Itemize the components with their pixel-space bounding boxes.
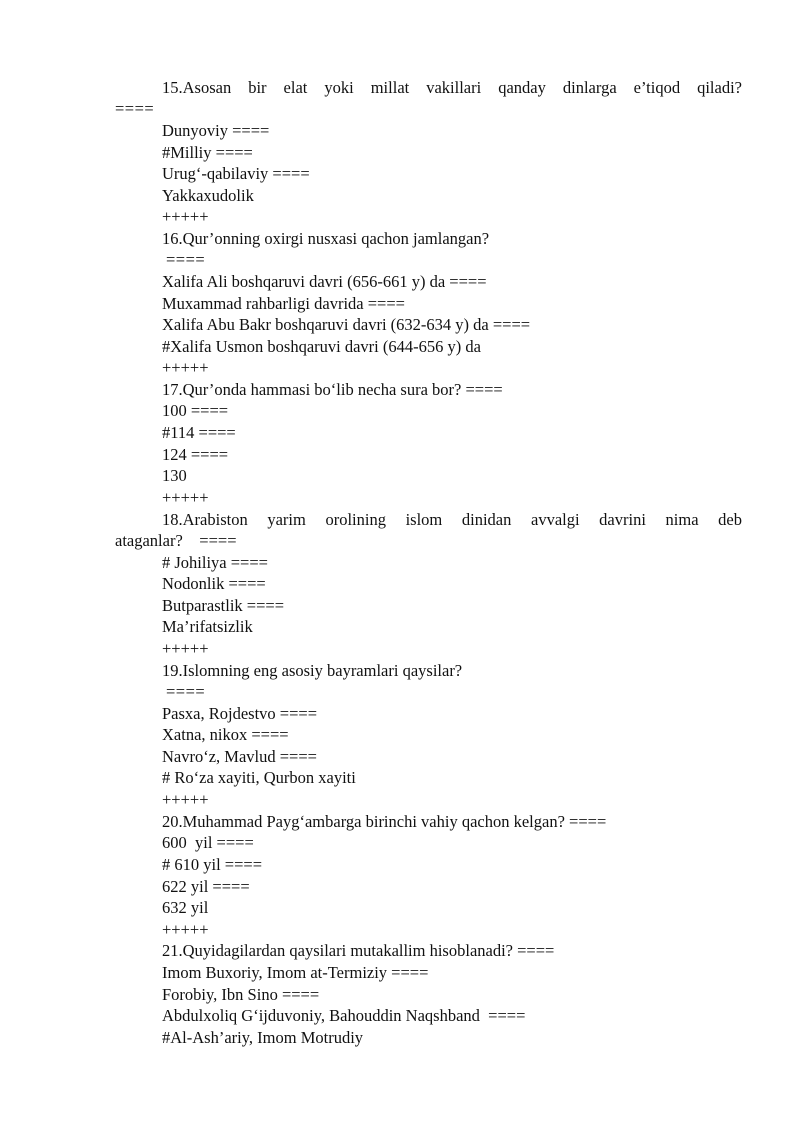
question-17-option-4: 130 <box>162 466 187 485</box>
question-18-option-2: Nodonlik ==== <box>162 574 266 593</box>
question-17-option-3: 124 ==== <box>162 445 229 464</box>
question-18-option-1: # Johiliya ==== <box>162 553 268 572</box>
question-17-text: 17.Qur’onda hammasi bo‘lib necha sura bor? ==== <box>162 380 503 399</box>
question-18-text: 18.Arabiston yarim orolining islom dinidan avvalgi davrini nima deb <box>162 510 742 529</box>
question-21-option-2: Forobiy, Ibn Sino ==== <box>162 985 320 1004</box>
question-16-option-1: Xalifa Ali boshqaruvi davri (656-661 y) da ==== <box>162 272 487 291</box>
question-15-separator: ==== <box>115 99 155 118</box>
question-20-end-marker: +++++ <box>162 920 209 939</box>
question-17-end-marker: +++++ <box>162 488 209 507</box>
question-18-text-continued: ataganlar? ==== <box>115 531 237 550</box>
question-19-option-2: Xatna, nikox ==== <box>162 725 289 744</box>
question-19-end-marker: +++++ <box>162 790 209 809</box>
question-17-option-2: #114 ==== <box>162 423 236 442</box>
question-19-option-3: Navro‘z, Mavlud ==== <box>162 747 317 766</box>
question-19-option-1: Pasxa, Rojdestvo ==== <box>162 704 318 723</box>
question-16-text: 16.Qur’onning oxirgi nusxasi qachon jamlangan? <box>162 229 490 248</box>
question-21-option-3: Abdulxoliq G‘ijduvoniy, Bahouddin Naqshband ==== <box>162 1006 526 1025</box>
question-20-text: 20.Muhammad Payg‘ambarga birinchi vahiy qachon kelgan? ==== <box>162 812 607 831</box>
question-21-text: 21.Quyidagilardan qaysilari mutakallim hisoblanadi? ==== <box>162 941 555 960</box>
question-17-option-1: 100 ==== <box>162 401 229 420</box>
question-20-option-1: 600 yil ==== <box>162 833 254 852</box>
question-21-option-4: #Al-Ash’ariy, Imom Motrudiy <box>162 1028 364 1047</box>
question-15-end-marker: +++++ <box>162 207 209 226</box>
question-18-option-4: Ma’rifatsizlik <box>162 617 253 636</box>
question-20-option-4: 632 yil <box>162 898 209 917</box>
question-20-option-2: # 610 yil ==== <box>162 855 263 874</box>
question-16-option-2: Muxammad rahbarligi davrida ==== <box>162 294 405 313</box>
question-19-text: 19.Islomning eng asosiy bayramlari qaysilar? <box>162 661 463 680</box>
question-15-option-2: #Milliy ==== <box>162 143 253 162</box>
question-15-option-3: Urug‘-qabilaviy ==== <box>162 164 310 183</box>
question-15-text: 15.Asosan bir elat yoki millat vakillari qanday dinlarga e’tiqod qiladi? <box>162 78 742 97</box>
question-18-end-marker: +++++ <box>162 639 209 658</box>
question-16-option-4: #Xalifa Usmon boshqaruvi davri (644-656 y) da <box>162 337 481 356</box>
question-19-separator: ==== <box>166 682 206 701</box>
question-21-option-1: Imom Buxoriy, Imom at-Termiziy ==== <box>162 963 429 982</box>
question-15-option-4: Yakkaxudolik <box>162 186 254 205</box>
question-20-option-3: 622 yil ==== <box>162 877 250 896</box>
question-16-separator: ==== <box>166 250 206 269</box>
question-16-option-3: Xalifa Abu Bakr boshqaruvi davri (632-634 y) da ==== <box>162 315 531 334</box>
question-16-end-marker: +++++ <box>162 358 209 377</box>
question-18-option-3: Butparastlik ==== <box>162 596 285 615</box>
question-19-option-4: # Ro‘za xayiti, Qurbon xayiti <box>162 768 356 787</box>
question-15-option-1: Dunyoviy ==== <box>162 121 270 140</box>
